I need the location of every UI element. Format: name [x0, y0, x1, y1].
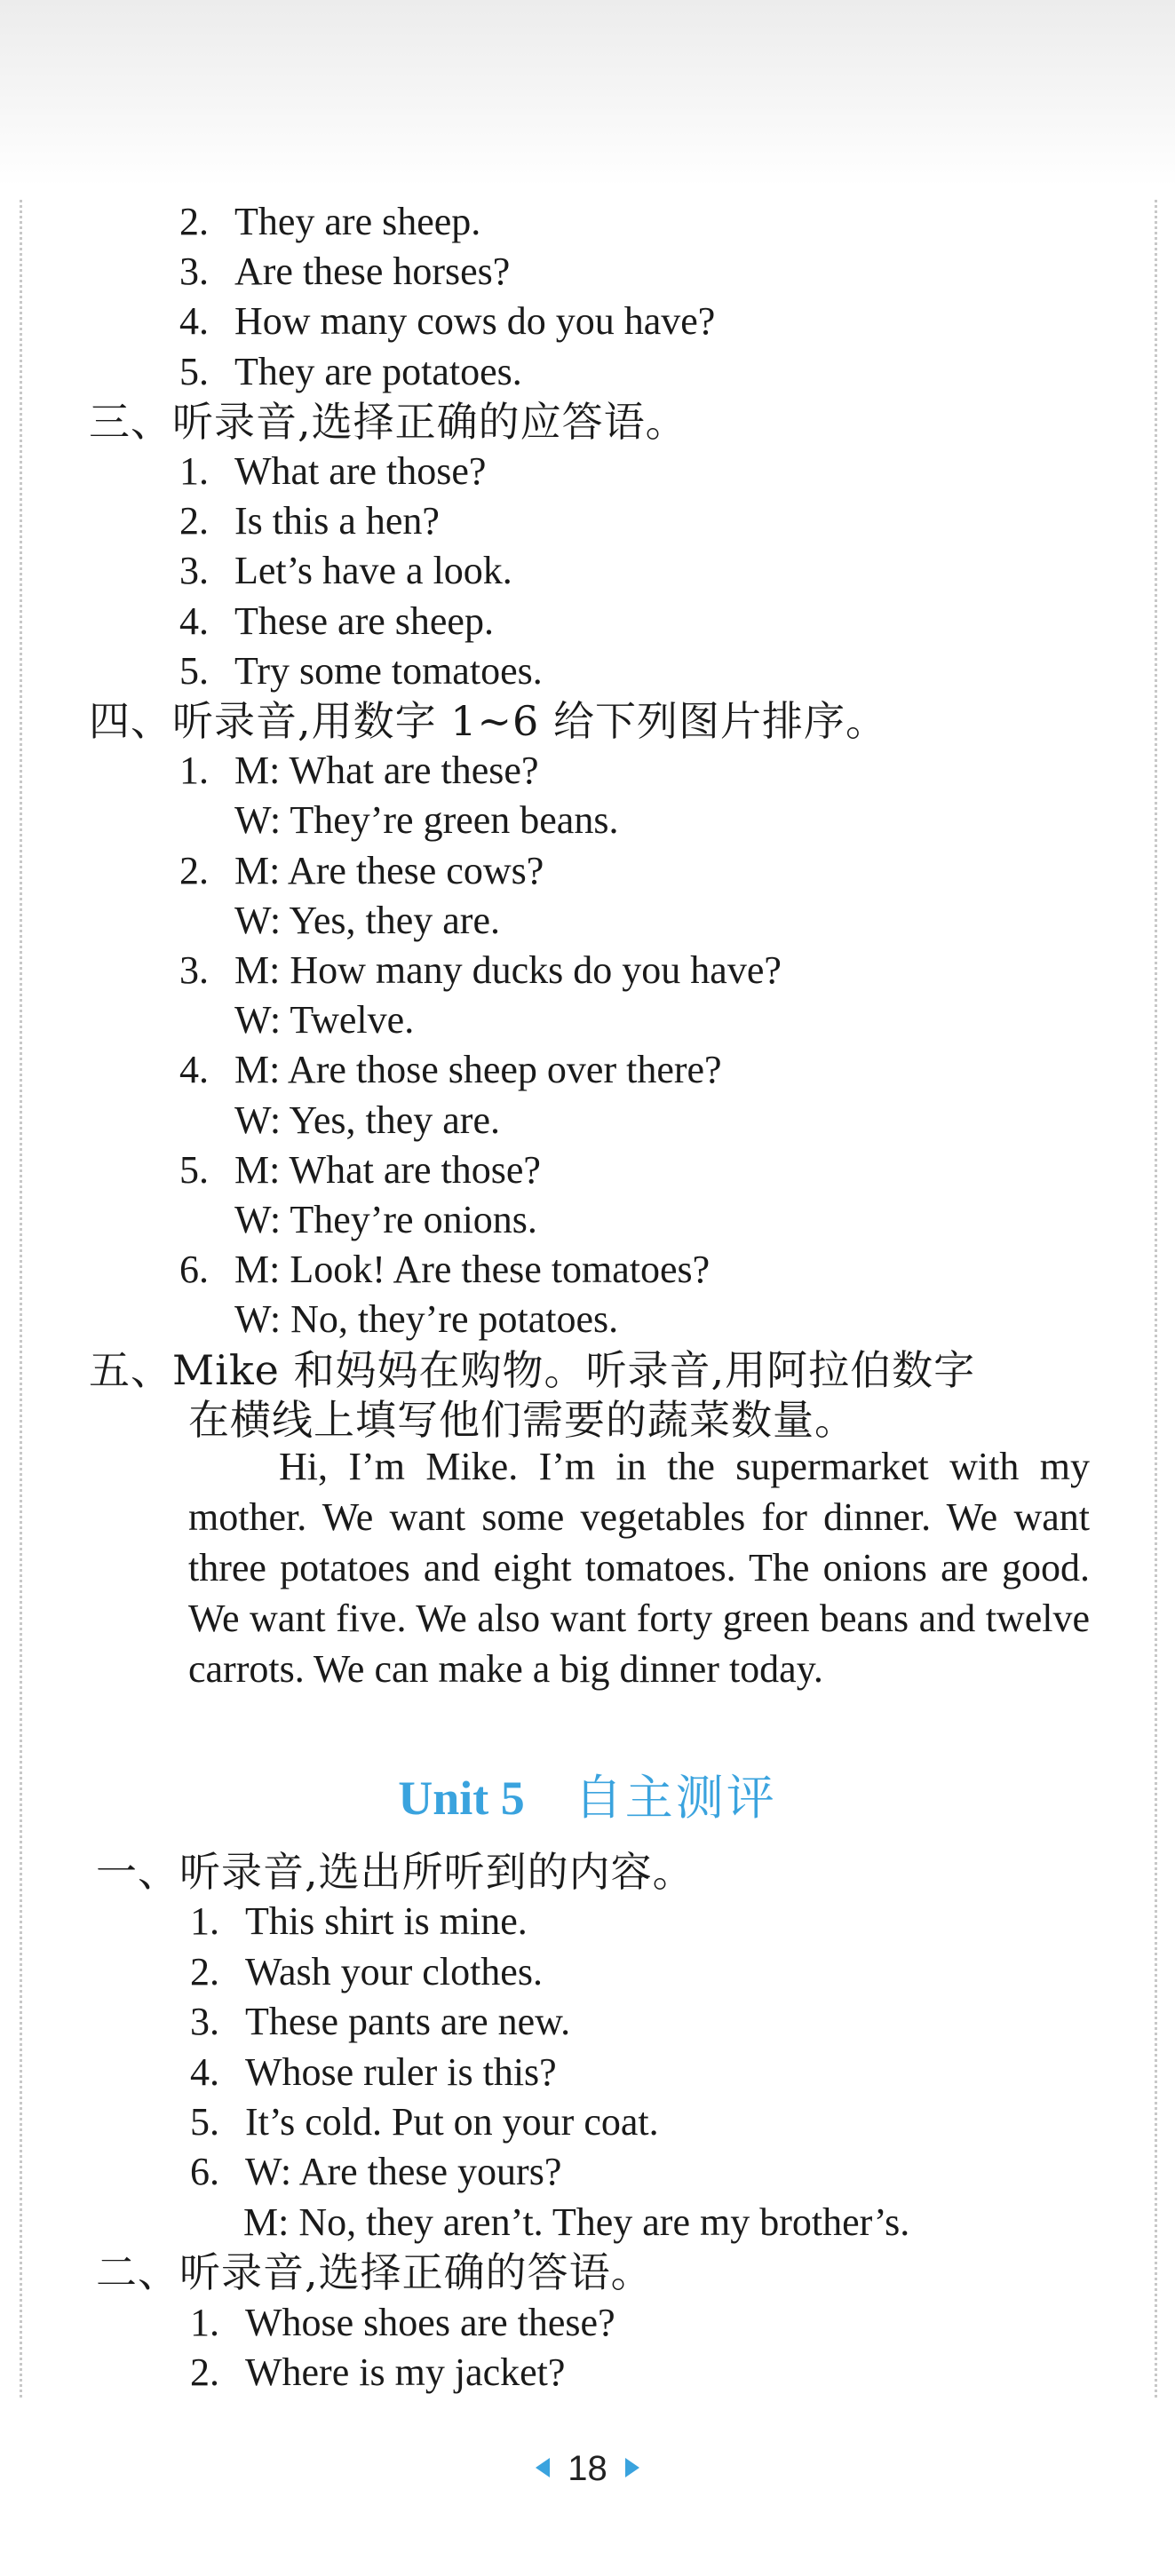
- item-number: 6.: [179, 1248, 209, 1292]
- list-item: [179, 846, 544, 896]
- item-text: They are sheep.: [234, 200, 481, 243]
- list-item: [179, 597, 494, 646]
- item-text: Let’s have a look.: [234, 549, 512, 593]
- item-number: 2.: [179, 200, 209, 243]
- item-text: W: Are these yours?: [245, 2150, 562, 2194]
- item-text: Are these horses?: [234, 250, 511, 294]
- list-item: [234, 1195, 537, 1245]
- item-text: W: They’re green beans.: [234, 798, 619, 843]
- item-text: Where is my jacket?: [245, 2350, 566, 2394]
- item-text: W: They’re onions.: [234, 1198, 537, 1241]
- item-number: 2.: [190, 1949, 219, 1993]
- item-number: 1.: [179, 449, 209, 493]
- item-text: It’s cold. Put on your coat.: [245, 2100, 659, 2144]
- list-item: [234, 995, 414, 1045]
- list-item: [190, 2048, 557, 2097]
- list-item: [179, 197, 480, 247]
- item-text: These are sheep.: [234, 598, 494, 643]
- item-number: 3.: [179, 948, 209, 992]
- item-text: Whose shoes are these?: [245, 2300, 615, 2344]
- item-number: 3.: [190, 2000, 219, 2044]
- item-text: What are those?: [234, 449, 487, 493]
- list-item: [234, 896, 500, 946]
- right-margin-dots: [1155, 200, 1157, 2398]
- list-item: [179, 347, 522, 397]
- page-number: 18: [568, 2449, 607, 2488]
- item-text: Wash your clothes.: [245, 1949, 543, 1993]
- section-heading: 四、听录音,用数字 1~6 给下列图片排序。: [89, 697, 887, 745]
- item-number: 4.: [179, 1048, 209, 1092]
- list-item: [190, 1997, 570, 2047]
- list-item: [190, 2298, 615, 2348]
- item-text: M: No, they aren’t. They are my brother’s.: [243, 2200, 910, 2244]
- item-number: 6.: [190, 2150, 219, 2194]
- item-number: 5.: [190, 2100, 219, 2144]
- list-item: [190, 1947, 543, 1997]
- item-text: How many cows do you have?: [234, 299, 716, 344]
- item-number: 4.: [179, 598, 209, 643]
- item-number: 3.: [179, 250, 209, 294]
- item-text: M: Are those sheep over there?: [234, 1048, 722, 1092]
- list-item: [179, 646, 543, 696]
- list-item: [243, 2198, 909, 2247]
- item-number: 2.: [190, 2350, 219, 2394]
- page-footer: [0, 2446, 1175, 2491]
- item-number: 4.: [179, 299, 209, 344]
- item-text: M: What are these?: [234, 749, 539, 793]
- item-text: Try some tomatoes.: [234, 648, 543, 693]
- item-number: 1.: [190, 2300, 219, 2344]
- list-item: [234, 1096, 500, 1145]
- item-text: W: Yes, they are.: [234, 1098, 500, 1142]
- item-text: Whose ruler is this?: [245, 2049, 557, 2094]
- item-text: M: How many ducks do you have?: [234, 948, 782, 992]
- item-text: These pants are new.: [245, 2000, 571, 2044]
- unit-title: [0, 1767, 1175, 1829]
- section-heading: 一、听录音,选出所听到的内容。: [96, 1848, 695, 1896]
- item-number: 5.: [179, 648, 209, 693]
- triangle-right-icon: [625, 2458, 639, 2477]
- list-item: [190, 2147, 561, 2197]
- item-number: 2.: [179, 848, 209, 892]
- list-item: [179, 946, 782, 995]
- item-text: W: No, they’re potatoes.: [234, 1297, 619, 1342]
- section-heading: 五、Mike 和妈妈在购物。听录音,用阿拉伯数字: [89, 1345, 976, 1394]
- list-item: [190, 2348, 565, 2398]
- item-text: This shirt is mine.: [245, 1899, 528, 1944]
- item-text: M: What are those?: [234, 1147, 541, 1192]
- item-number: 4.: [190, 2049, 219, 2094]
- list-item: [190, 1897, 528, 1946]
- item-text: M: Look! Are these tomatoes?: [234, 1248, 711, 1292]
- list-item: [179, 1045, 722, 1095]
- section-heading: 二、听录音,选择正确的答语。: [96, 2248, 653, 2297]
- unit-number: Unit 5: [398, 1771, 525, 1825]
- list-item: [179, 1145, 541, 1195]
- item-text: They are potatoes.: [234, 349, 522, 393]
- triangle-left-icon: [536, 2458, 550, 2477]
- list-item: [179, 297, 715, 346]
- list-item: [179, 247, 510, 297]
- unit-name: 自主测评: [574, 1770, 777, 1826]
- item-number: 1.: [190, 1899, 219, 1944]
- list-item: [190, 2097, 659, 2147]
- item-text: W: Yes, they are.: [234, 898, 500, 942]
- list-item: [234, 1295, 618, 1344]
- list-item: [179, 496, 440, 546]
- item-text: Is this a hen?: [234, 499, 440, 543]
- item-number: 5.: [179, 1147, 209, 1192]
- section-heading-continued: 在横线上填写他们需要的蔬菜数量。: [188, 1395, 856, 1444]
- item-text: W: Twelve.: [234, 998, 415, 1042]
- page-top-shade: [0, 0, 1175, 186]
- item-number: 1.: [179, 749, 209, 793]
- section5-paragraph: Hi, I’m Mike. I’m in the supermarket with my mother. We want some vegetables for dinner. We want three potatoes and eight tomatoes. The onions are good. We want five. We also want forty green beans and twelve carrots. We can make a big dinner today.: [188, 1445, 1090, 1691]
- item-number: 5.: [179, 349, 209, 393]
- section-heading: 三、听录音,选择正确的应答语。: [89, 397, 687, 446]
- list-item: [179, 746, 538, 796]
- list-item: [234, 796, 618, 845]
- list-item: [179, 546, 512, 596]
- item-number: 3.: [179, 549, 209, 593]
- item-number: 2.: [179, 499, 209, 543]
- list-item: [179, 1245, 710, 1295]
- list-item: [179, 447, 486, 496]
- left-margin-dots: [20, 200, 22, 2398]
- item-text: M: Are these cows?: [234, 848, 544, 892]
